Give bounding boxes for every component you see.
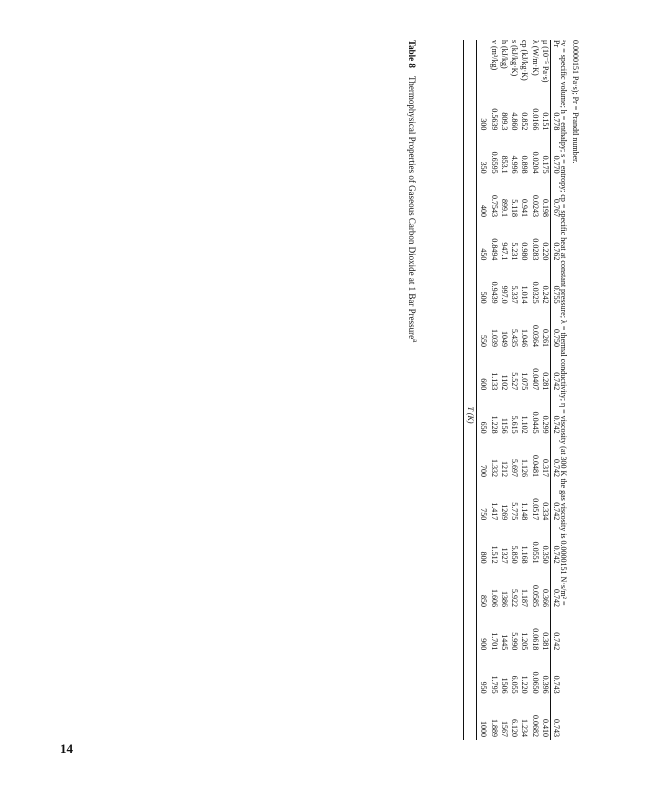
table-cell: 0.0517 — [530, 498, 540, 521]
properties-table — [463, 40, 561, 740]
temperature-value: 500 — [476, 263, 489, 306]
table-cell: 0.0283 — [530, 238, 540, 261]
table-cell: 5.527 — [510, 372, 520, 391]
table-cell: 0.7543 — [489, 194, 499, 217]
table-cell: 0.299 — [540, 415, 550, 434]
table-cell: 0.334 — [540, 502, 550, 521]
table-cell: 0.743 — [550, 697, 561, 740]
table-cell: 5.922 — [510, 588, 520, 607]
table-cell: 0.0407 — [530, 368, 540, 391]
table-cell: 1.606 — [489, 588, 499, 607]
row-label: s (kJ/kg·K) — [510, 40, 520, 77]
table-row — [499, 40, 509, 740]
table-cell: 1.102 — [520, 415, 530, 434]
table-cell: 1.133 — [489, 372, 499, 391]
table-cell: 1327 — [499, 547, 509, 564]
table-cell: 4.996 — [510, 155, 520, 174]
table-row — [509, 40, 519, 740]
table-cell: 1.234 — [520, 719, 530, 737]
table-cell: 5.435 — [510, 328, 520, 347]
table-cell: 1.889 — [489, 719, 499, 737]
temperature-value: 300 — [476, 90, 489, 133]
table-caption — [407, 40, 419, 740]
table-cell: 1.126 — [520, 458, 530, 477]
table-cell: 0.396 — [540, 675, 550, 694]
table-cell: 0.742 — [550, 437, 561, 480]
table-cell: 0.5639 — [489, 108, 499, 131]
row-label: cp (kJ/kg·K) — [520, 40, 530, 81]
table-section — [463, 40, 561, 740]
table-cell: 1.417 — [489, 502, 499, 521]
table-cell: 899.1 — [499, 198, 509, 217]
footnote-line-1: ᵃv = specific volume; h = enthalpy; s = entropy; cp = specific heat at constant pressure; λ = thermal conductivity; η = viscosity (at 300 K the gas viscosity is 0.0000151 N·s/m² = — [559, 40, 568, 606]
table-cell: 1.046 — [520, 328, 530, 347]
table-cell: 1.014 — [520, 285, 530, 304]
table-cell: 1102 — [499, 374, 509, 391]
table-cell: 0.767 — [550, 177, 561, 220]
table-cell: 1445 — [499, 634, 509, 651]
table-cell: 4.860 — [510, 112, 520, 131]
table-cell: 5.697 — [510, 458, 520, 477]
table-cell: 0.743 — [550, 653, 561, 696]
table-cell: 0.0650 — [530, 671, 540, 694]
table-cell: 997.0 — [499, 285, 509, 304]
table-cell: 5.775 — [510, 502, 520, 521]
table-cell: 0.0585 — [530, 584, 540, 607]
table-cell: 1.075 — [520, 372, 530, 391]
table-cell: 853.1 — [499, 155, 509, 174]
temperature-value: 950 — [476, 653, 489, 696]
table-cell: 0.281 — [540, 372, 550, 391]
table-cell: 0.317 — [540, 458, 550, 477]
table-cell: 1.168 — [520, 545, 530, 564]
table-cell: 0.261 — [540, 328, 550, 347]
temperature-value: 900 — [476, 610, 489, 653]
table-row — [489, 40, 499, 740]
temperature-value: 650 — [476, 393, 489, 436]
table-cell: 0.898 — [520, 155, 530, 174]
temperature-header: T (K) — [463, 90, 476, 740]
row-label: v (m³/kg) — [489, 40, 499, 71]
temperature-value: 350 — [476, 133, 489, 176]
temperature-value: 850 — [476, 567, 489, 610]
table-cell: 6.120 — [510, 719, 520, 737]
table-cell: 0.0325 — [530, 281, 540, 304]
table-cell: 5.231 — [510, 242, 520, 261]
table-row — [529, 40, 539, 740]
temperature-value: 700 — [476, 437, 489, 480]
table-cell: 0.770 — [550, 133, 561, 176]
table-cell: 0.350 — [540, 545, 550, 564]
table-cell: 5.337 — [510, 285, 520, 304]
row-label: λ (W/m·K) — [530, 40, 540, 76]
table-cell: 1.332 — [489, 458, 499, 477]
temperature-header-row — [463, 40, 476, 740]
table-cell: 0.742 — [550, 567, 561, 610]
table-cell: 0.852 — [520, 112, 530, 131]
table-cell: 5.850 — [510, 545, 520, 564]
temperature-value: 1000 — [476, 697, 489, 740]
table-cell: 0.742 — [550, 523, 561, 566]
table-cell: 5.118 — [510, 199, 520, 217]
table-cell: 0.8494 — [489, 238, 499, 261]
table-cell: 0.0682 — [530, 715, 540, 737]
table-cell: 1269 — [499, 504, 509, 521]
row-label: h (kJ/kg) — [499, 40, 509, 69]
table-cell: 0.0166 — [530, 108, 540, 131]
table-cell: 1567 — [499, 721, 509, 737]
table-row — [519, 40, 529, 740]
table-cell: 1.205 — [520, 632, 530, 651]
table-cell: 1156 — [499, 417, 509, 434]
table-cell: 1.512 — [489, 545, 499, 564]
table-cell: 0.0445 — [530, 411, 540, 434]
footnote-line-2: 0.0000151 Pa·s); Pr = Prandtl number. — [571, 40, 580, 164]
table-cell: 1506 — [499, 677, 509, 694]
table-cell: 0.0481 — [530, 454, 540, 477]
table-cell: 5.615 — [510, 415, 520, 434]
table-cell: 1.228 — [489, 415, 499, 434]
table-cell: 0.941 — [520, 198, 530, 217]
table-cell: 0.742 — [550, 480, 561, 523]
table-cell: 0.778 — [550, 90, 561, 133]
temperature-value: 800 — [476, 523, 489, 566]
table-title-footnote-marker: a — [411, 339, 420, 343]
table-cell: 0.742 — [550, 610, 561, 653]
table-cell: 1.039 — [489, 328, 499, 347]
table-cell: 0.366 — [540, 588, 550, 607]
row-label: Pr — [550, 40, 561, 90]
table-cell: 0.750 — [550, 307, 561, 350]
table-cell: 0.755 — [550, 263, 561, 306]
temperature-value: 750 — [476, 480, 489, 523]
table-cell: 5.990 — [510, 632, 520, 651]
table-cell: 1.701 — [489, 632, 499, 651]
table-cell: 0.742 — [550, 350, 561, 393]
table-cell: 0.242 — [540, 285, 550, 304]
table-cell: 0.980 — [520, 242, 530, 261]
table-cell: 1.795 — [489, 675, 499, 694]
table-cell: 1.148 — [520, 502, 530, 521]
temperature-value: 400 — [476, 177, 489, 220]
table-cell: 0.762 — [550, 220, 561, 263]
page-number: 14 — [60, 741, 73, 756]
temperature-value: 450 — [476, 220, 489, 263]
table-cell: 0.742 — [550, 393, 561, 436]
table-cell: 0.220 — [540, 242, 550, 261]
table-cell: 6.055 — [510, 675, 520, 694]
table-cell: 0.175 — [540, 155, 550, 174]
table-row — [540, 40, 551, 740]
table-title: Thermophysical Properties of Gaseous Carbon Dioxide at 1 Bar Pressure — [407, 75, 417, 340]
temperature-value: 600 — [476, 350, 489, 393]
table-cell: 1.220 — [520, 675, 530, 694]
table-cell: 947.1 — [499, 242, 509, 261]
table-cell: 0.0204 — [530, 151, 540, 174]
table-cell: 1049 — [499, 330, 509, 347]
table-cell: 0.410 — [540, 719, 550, 737]
table-cell: 1386 — [499, 590, 509, 607]
table-cell: 0.0618 — [530, 628, 540, 651]
table-cell: 0.0243 — [530, 194, 540, 217]
table-cell: 0.381 — [540, 632, 550, 651]
table-cell: 809.3 — [499, 112, 509, 131]
temperature-value: 550 — [476, 307, 489, 350]
row-label: μ (10⁻⁵ Pa·s) — [540, 40, 550, 83]
table-cell: 1212 — [499, 460, 509, 477]
table-cell: 0.198 — [540, 198, 550, 217]
table-label: Table 8 — [407, 40, 417, 68]
table-cell: 0.9439 — [489, 281, 499, 304]
footnote-section — [558, 40, 582, 740]
table-cell: 0.0551 — [530, 541, 540, 564]
table-cell: 0.6595 — [489, 151, 499, 174]
table-cell: 0.0364 — [530, 324, 540, 347]
temperature-values-row — [476, 40, 489, 740]
table-cell: 0.151 — [540, 112, 550, 131]
rotated-table-page — [404, 40, 582, 740]
table-cell: 1.187 — [520, 588, 530, 607]
